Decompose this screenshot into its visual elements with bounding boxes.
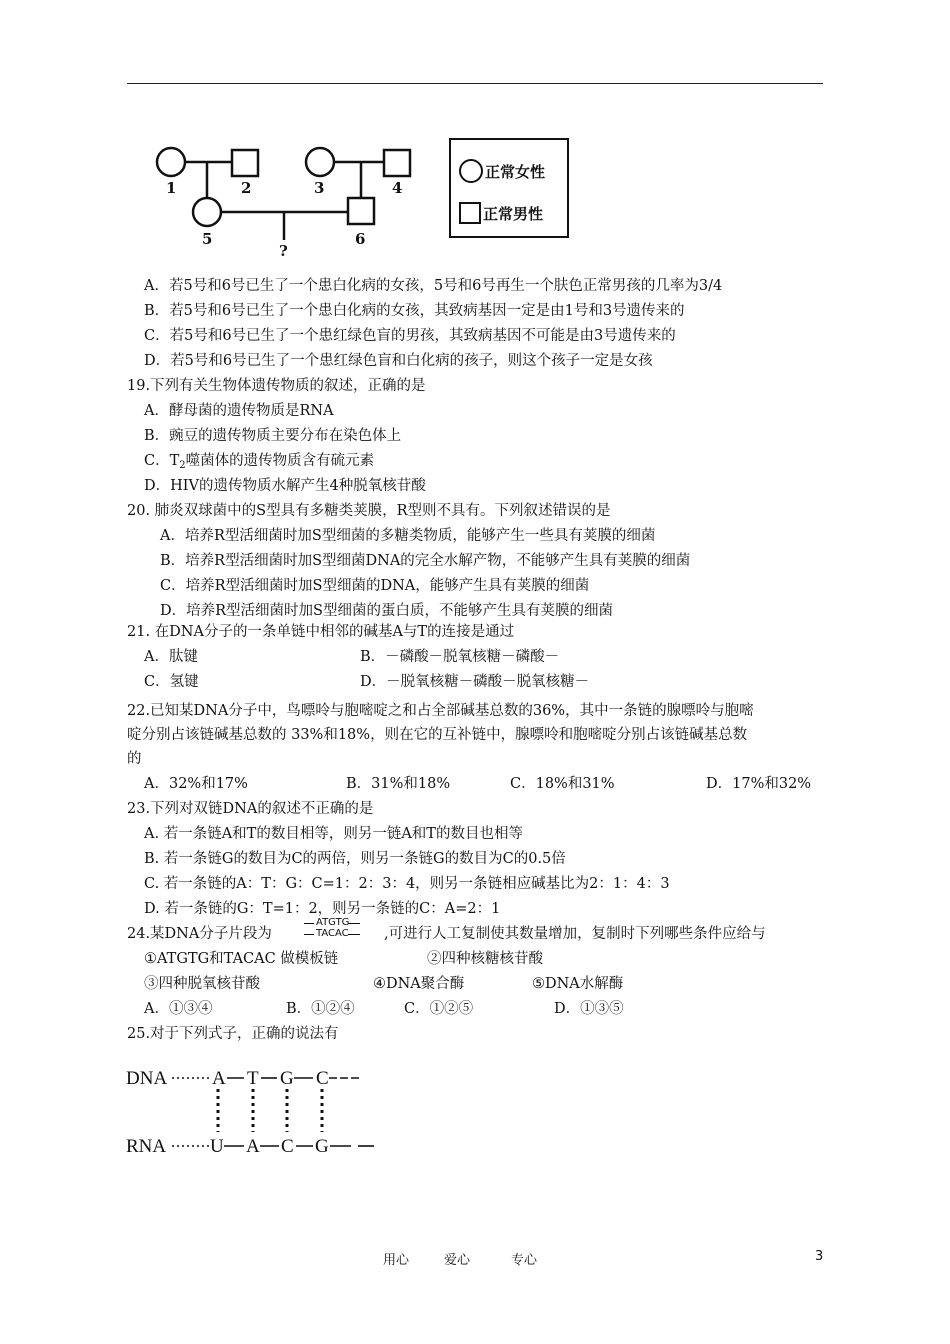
q23-option-c: C. 若一条链的A：T：G：C=1：2：3：4，则另一条链相应碱基比为2：1：4：3 (144, 876, 670, 892)
q24-option-d: D．①③⑤ (554, 1001, 624, 1017)
individual-1 (157, 148, 185, 176)
q20-option-b: B．培养R型活细菌时加S型细菌DNA的完全水解产物，不能够产生具有荚膜的细菌 (160, 553, 691, 569)
individual-2 (232, 150, 258, 176)
pedigree-legend (449, 138, 569, 238)
dna-fragment (304, 918, 364, 944)
dna-base-2: T (247, 1068, 259, 1089)
q19-option-c: C．$T_2$噬菌体的遗传物质含有硫元素 (144, 453, 375, 471)
q22-option-b: B．31%和18% (346, 776, 451, 792)
rna-label: RNA (126, 1136, 167, 1157)
dna-base-1: A (212, 1068, 226, 1089)
q20-option-c: C．培养R型活细菌时加S型细菌的DNA，能够产生具有荚膜的细菌 (160, 578, 590, 594)
q19-option-a: A．酵母菌的遗传物质是RNA (144, 403, 334, 419)
q22-option-d: D．17%和32% (706, 776, 812, 792)
q21-option-d: D．－脱氧核糖－磷酸－脱氧核糖－ (360, 674, 590, 690)
q20-option-a: A．培养R型活细菌时加S型细菌的多糖类物质，能够产生一些具有荚膜的细菌 (160, 528, 656, 544)
pedigree-chart (148, 138, 418, 258)
q21-option-b: B．－磷酸－脱氧核糖－磷酸－ (360, 649, 560, 665)
q22-stem-line2: 啶分别占该链碱基总数的 33%和18%，则在它的互补链中，腺嘌呤和胞嘧啶分别占该链碱基总数 (127, 727, 748, 743)
q22-stem-line1: 22.已知某DNA分子中，鸟嘌呤与胞嘧啶之和占全部碱基总数的36%，其中一条链的腺嘌呤与胞嘧 (127, 703, 754, 719)
q24-item-2: ②四种核糖核苷酸 (427, 951, 543, 967)
label-5: 5 (202, 230, 213, 248)
q21-stem: 21. 在DNA分子的一条单链中相邻的碱基A与T的连接是通过 (127, 624, 515, 640)
q22-option-a: A．32%和17% (144, 776, 248, 792)
footer-text-1: 用心 (383, 1253, 410, 1268)
q18-option-a: A．若5号和6号已生了一个患白化病的女孩，5号和6号再生一个肤色正常男孩的几率为3/4 (144, 278, 723, 294)
q23-option-d: D. 若一条链的G：T=1：2，则另一条链的C：A=2：1 (144, 901, 501, 917)
dna-label: DNA (126, 1068, 168, 1089)
label-1: 1 (166, 179, 177, 197)
q20-stem: 20. 肺炎双球菌中的S型具有多糖类荚膜，R型则不具有。下列叙述错误的是 (127, 503, 611, 519)
individual-3 (306, 148, 334, 176)
label-3: 3 (314, 179, 325, 197)
q22-option-c: C．18%和31% (510, 776, 615, 792)
q24-option-a: A．①③④ (144, 1001, 213, 1017)
q18-option-c: C．若5号和6号已生了一个患红绿色盲的男孩，其致病基因不可能是由3号遗传来的 (144, 328, 676, 344)
q24-item-5: ⑤DNA水解酶 (532, 976, 624, 992)
q24-option-b: B．①②④ (286, 1001, 355, 1017)
q24-stem-post: ,可进行人工复制使其数量增加，复制时下列哪些条件应给与 (384, 926, 766, 942)
dna-base-4: C (316, 1068, 329, 1089)
q25-stem: 25.对于下列式子，正确的说法有 (127, 1026, 339, 1042)
q19-stem: 19.下列有关生物体遗传物质的叙述，正确的是 (127, 378, 426, 394)
q19-option-d: D．HIV的遗传物质水解产生4种脱氧核苷酸 (144, 478, 426, 494)
legend-female (459, 158, 545, 184)
fragment-top-strand: ATGTG (316, 917, 350, 928)
q24-item-3: ③四种脱氧核苷酸 (144, 976, 260, 992)
q21-option-a: A．肽键 (144, 649, 198, 665)
q23-stem: 23.下列对双链DNA的叙述不正确的是 (127, 801, 374, 817)
label-6: 6 (355, 230, 366, 248)
q24-option-c: C．①②⑤ (404, 1001, 474, 1017)
q22-stem-line3: 的 (127, 751, 142, 767)
q20-option-d: D．培养R型活细菌时加S型细菌的蛋白质，不能够产生具有荚膜的细菌 (160, 603, 613, 619)
q18-option-d: D．若5号和6号已生了一个患红绿色盲和白化病的孩子，则这个孩子一定是女孩 (144, 353, 653, 369)
legend-male (459, 200, 543, 226)
q19-option-b: B．豌豆的遗传物质主要分布在染色体上 (144, 428, 402, 444)
q21-option-c: C．氢键 (144, 674, 199, 690)
footer-text-2: 爱心 (444, 1253, 471, 1268)
q24-item-1: ①ATGTG和TACAC 做模板链 (144, 951, 339, 967)
individual-4 (384, 150, 410, 176)
rna-base-3: C (281, 1136, 294, 1157)
rna-base-4: G (315, 1136, 329, 1157)
individual-5 (193, 198, 221, 226)
q24-item-4: ④DNA聚合酶 (373, 976, 465, 992)
q23-option-a: A. 若一条链A和T的数目相等，则另一链A和T的数目也相等 (144, 826, 523, 842)
label-2: 2 (241, 179, 252, 197)
dna-rna-pairing (126, 1064, 386, 1158)
legend-female-label: 正常女性 (485, 162, 546, 181)
page-number: 3 (815, 1249, 824, 1264)
female-symbol (459, 159, 483, 183)
individual-6 (348, 198, 374, 224)
q24-stem-pre: 24.某DNA分子片段为 (127, 926, 272, 942)
header-rule (127, 83, 823, 84)
legend-male-label: 正常男性 (483, 204, 544, 223)
rna-base-2: A (246, 1136, 260, 1157)
dna-base-3: G (280, 1068, 294, 1089)
male-symbol (459, 202, 481, 224)
q18-option-b: B．若5号和6号已生了一个患白化病的女孩，其致病基因一定是由1号和3号遗传来的 (144, 303, 685, 319)
label-4: 4 (392, 179, 403, 197)
footer-text-3: 专心 (511, 1253, 538, 1268)
label-unknown: ? (279, 242, 288, 258)
q23-option-b: B. 若一条链G的数目为C的两倍，则另一条链G的数目为C的0.5倍 (144, 851, 566, 867)
fragment-bottom-strand: TACAC (316, 928, 349, 939)
rna-base-1: U (210, 1136, 224, 1157)
